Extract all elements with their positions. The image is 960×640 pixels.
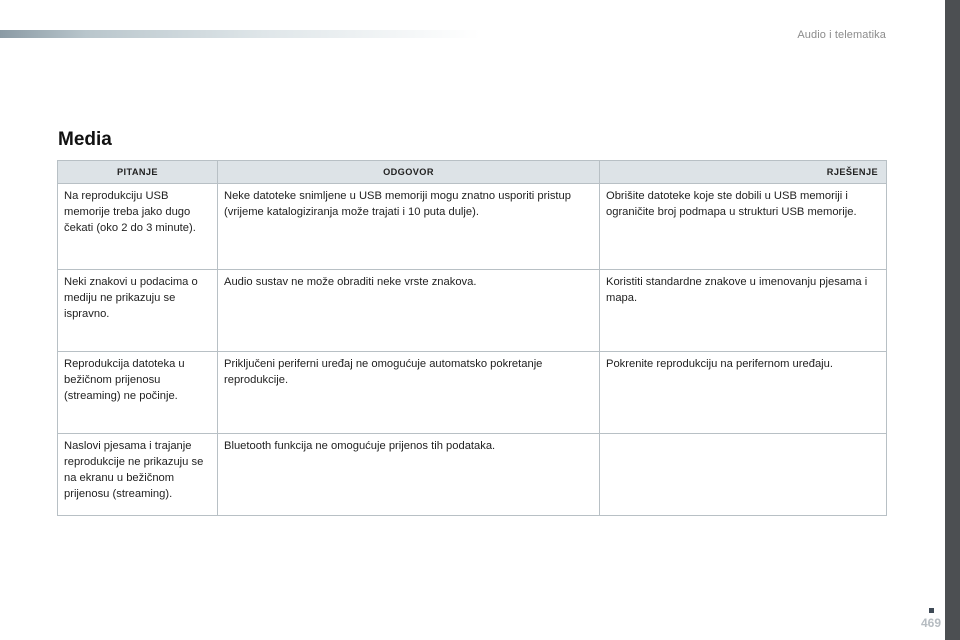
header-decoration-bar [0, 30, 480, 38]
page-number: 469 [920, 616, 941, 630]
page-title: Media [58, 129, 112, 150]
section-label: Audio i telematika [797, 29, 886, 41]
question-cell: Neki znakovi u podacima o mediju ne prikazuju se ispravno. [58, 270, 218, 352]
column-header-question: PITANJE [58, 161, 218, 184]
page-marker-icon [929, 608, 934, 613]
question-cell: Reprodukcija datoteka u bežičnom prijenosu (streaming) ne počinje. [58, 352, 218, 434]
column-header-answer: ODGOVOR [218, 161, 600, 184]
table-header-row [58, 161, 887, 184]
answer-cell: Audio sustav ne može obraditi neke vrste znakova. [218, 270, 600, 352]
solution-cell: Pokrenite reprodukciju na perifernom uređaju. [600, 352, 887, 434]
column-header-solution: RJEŠENJE [600, 161, 887, 184]
side-chapter-strip [945, 0, 960, 640]
question-cell: Na reprodukciju USB memorije treba jako dugo čekati (oko 2 do 3 minute). [58, 184, 218, 270]
question-cell: Naslovi pjesama i trajanje reprodukcije ne prikazuju se na ekranu u bežičnom prijenosu (streaming). [58, 434, 218, 516]
table-row [58, 434, 887, 516]
faq-table [57, 160, 887, 516]
table-row [58, 184, 887, 270]
solution-cell: Obrišite datoteke koje ste dobili u USB memoriji i ograničite broj podmapa u strukturi USB memorije. [600, 184, 887, 270]
solution-cell [600, 434, 887, 516]
table-row [58, 270, 887, 352]
answer-cell: Neke datoteke snimljene u USB memoriji mogu znatno usporiti pristup (vrijeme katalogiziranja može trajati i 10 puta dulje). [218, 184, 600, 270]
table-row [58, 352, 887, 434]
answer-cell: Priključeni periferni uređaj ne omogućuje automatsko pokretanje reprodukcije. [218, 352, 600, 434]
answer-cell: Bluetooth funkcija ne omogućuje prijenos tih podataka. [218, 434, 600, 516]
solution-cell: Koristiti standardne znakove u imenovanju pjesama i mapa. [600, 270, 887, 352]
